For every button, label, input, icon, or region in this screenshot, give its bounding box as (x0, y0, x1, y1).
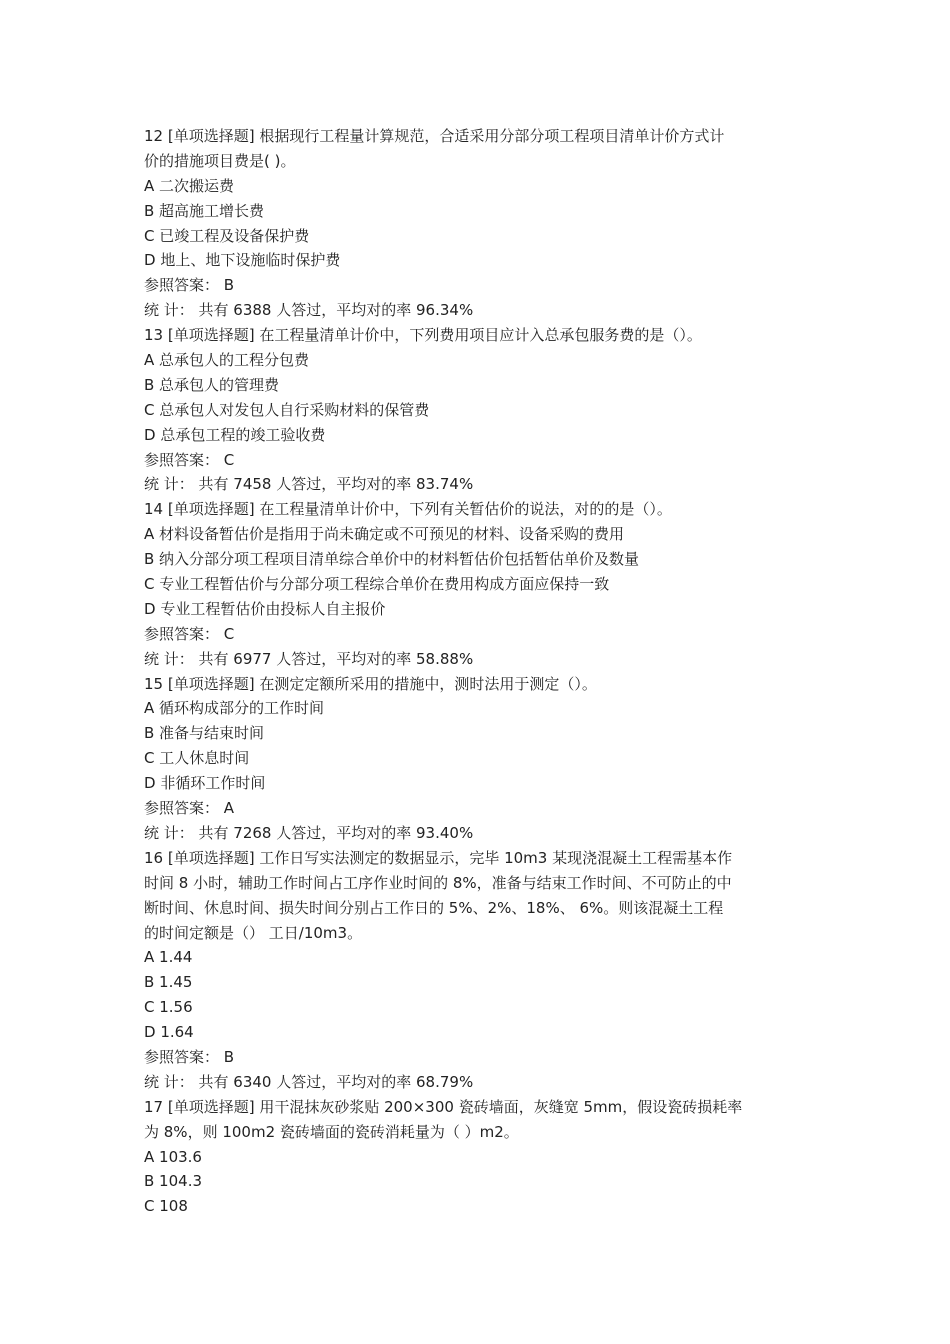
question-stem: 的时间定额是（） 工日/10m3。 (144, 923, 363, 942)
option-d: D 地上、地下设施临时保护费 (144, 251, 341, 270)
reference-answer: 参照答案： A (144, 799, 235, 818)
reference-answer: 参照答案： B (144, 276, 235, 295)
question-stem: 时间 8 小时，辅助工作时间占工序作业时间的 8%，准备与结束工作时间、不可防止的中 (144, 873, 732, 892)
question-stem: 价的措施项目费是( )。 (144, 151, 296, 170)
option-a: A 二次搬运费 (144, 176, 235, 195)
option-a: A 103.6 (144, 1147, 202, 1166)
question-stem: 16 [单项选择题] 工作日写实法测定的数据显示，完毕 10m3 某现浇混凝土工程需基本作 (144, 848, 733, 867)
question-stem: 13 [单项选择题] 在工程量清单计价中，下列费用项目应计入总承包服务费的是（）。 (144, 326, 702, 345)
question-stem: 为 8%，则 100m2 瓷砖墙面的瓷砖消耗量为（ ）m2。 (144, 1122, 519, 1141)
option-a: A 材料设备暂估价是指用于尚未确定或不可预见的材料、设备采购的费用 (144, 525, 625, 544)
option-b: B 1.45 (144, 973, 193, 992)
question-16 (144, 846, 814, 1095)
option-b: B 纳入分部分项工程项目清单综合单价中的材料暂估价包括暂估单价及数量 (144, 550, 640, 569)
document-page (144, 124, 814, 1219)
reference-answer: 参照答案： B (144, 1047, 235, 1066)
statistics: 统 计： 共有 6388 人答过，平均对的率 96.34% (144, 301, 474, 320)
option-c: C 1.56 (144, 998, 193, 1017)
reference-answer: 参照答案： C (144, 624, 235, 643)
option-c: C 已竣工程及设备保护费 (144, 226, 310, 245)
option-c: C 总承包人对发包人自行采购材料的保管费 (144, 400, 430, 419)
question-stem: 12 [单项选择题] 根据现行工程量计算规范，合适采用分部分项工程项目清单计价方式计 (144, 127, 725, 145)
option-b: B 总承包人的管理费 (144, 375, 280, 394)
question-14 (144, 497, 814, 671)
reference-answer: 参照答案： C (144, 450, 235, 469)
statistics: 统 计： 共有 7268 人答过，平均对的率 93.40% (144, 823, 474, 842)
option-d: D 总承包工程的竣工验收费 (144, 425, 326, 444)
option-c: C 工人休息时间 (144, 749, 250, 768)
option-d: D 1.64 (144, 1023, 194, 1042)
statistics: 统 计： 共有 7458 人答过，平均对的率 83.74% (144, 475, 474, 494)
option-d: D 非循环工作时间 (144, 774, 266, 793)
option-a: A 总承包人的工程分包费 (144, 351, 310, 370)
option-c: C 专业工程暂估价与分部分项工程综合单价在费用构成方面应保持一致 (144, 575, 610, 594)
option-c: C 108 (144, 1197, 188, 1216)
question-17 (144, 1095, 814, 1219)
question-12 (144, 124, 814, 323)
statistics: 统 计： 共有 6340 人答过，平均对的率 68.79% (144, 1072, 474, 1091)
question-stem: 17 [单项选择题] 用干混抹灰砂浆贴 200×300 瓷砖墙面，灰缝宽 5mm，假设瓷砖损耗率 (144, 1097, 743, 1116)
question-stem: 15 [单项选择题] 在测定定额所采用的措施中，测时法用于测定（）。 (144, 674, 597, 693)
question-13 (144, 323, 814, 497)
question-stem: 14 [单项选择题] 在工程量清单计价中，下列有关暂估价的说法，对的的是（）。 (144, 500, 672, 519)
option-d: D 专业工程暂估价由投标人自主报价 (144, 599, 386, 618)
option-a: A 循环构成部分的工作时间 (144, 699, 325, 718)
option-b: B 超高施工增长费 (144, 201, 265, 220)
option-b: B 104.3 (144, 1172, 203, 1191)
question-stem: 断时间、休息时间、损失时间分别占工作日的 5%、2%、18%、 6%。则该混凝土工程 (144, 898, 724, 917)
statistics: 统 计： 共有 6977 人答过，平均对的率 58.88% (144, 649, 474, 668)
option-b: B 准备与结束时间 (144, 724, 265, 743)
option-a: A 1.44 (144, 948, 193, 967)
question-15 (144, 672, 814, 846)
